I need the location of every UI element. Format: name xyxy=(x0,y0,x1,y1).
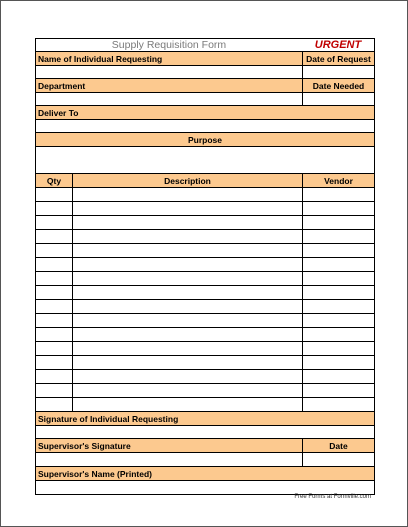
vendor-header: Vendor xyxy=(302,174,374,187)
date-of-request-label: Date of Request xyxy=(302,52,374,65)
name-header-row xyxy=(36,51,374,65)
department-header-row xyxy=(36,78,374,92)
qty-cell[interactable] xyxy=(36,342,72,355)
name-entry-row xyxy=(36,65,374,78)
form-title: Supply Requisition Form xyxy=(111,39,227,51)
vendor-cell[interactable] xyxy=(302,244,374,257)
supervisor-name-entry-row xyxy=(36,480,374,494)
description-cell[interactable] xyxy=(72,356,302,369)
vendor-cell[interactable] xyxy=(302,342,374,355)
name-requesting-label: Name of Individual Requesting xyxy=(36,52,302,65)
date-needed-label: Date Needed xyxy=(302,79,374,92)
qty-cell[interactable] xyxy=(36,244,72,257)
vendor-cell[interactable] xyxy=(302,370,374,383)
supervisor-signature-field[interactable] xyxy=(36,453,302,466)
vendor-cell[interactable] xyxy=(302,328,374,341)
vendor-cell[interactable] xyxy=(302,216,374,229)
vendor-cell[interactable] xyxy=(302,230,374,243)
table-row xyxy=(36,271,374,285)
qty-cell[interactable] xyxy=(36,300,72,313)
qty-cell[interactable] xyxy=(36,188,72,201)
description-cell[interactable] xyxy=(72,216,302,229)
description-cell[interactable] xyxy=(72,188,302,201)
qty-cell[interactable] xyxy=(36,314,72,327)
qty-cell[interactable] xyxy=(36,286,72,299)
table-row xyxy=(36,355,374,369)
vendor-cell[interactable] xyxy=(302,286,374,299)
date-label: Date xyxy=(302,439,374,452)
signature-label: Signature of Individual Requesting xyxy=(36,412,374,425)
qty-cell[interactable] xyxy=(36,356,72,369)
table-row xyxy=(36,299,374,313)
signature-field[interactable] xyxy=(36,426,374,438)
vendor-cell[interactable] xyxy=(302,202,374,215)
urgent-label: URGENT xyxy=(314,39,362,51)
vendor-cell[interactable] xyxy=(302,398,374,411)
table-row xyxy=(36,327,374,341)
purpose-header-row xyxy=(36,132,374,146)
item-rows xyxy=(36,187,374,411)
description-cell[interactable] xyxy=(72,342,302,355)
description-cell[interactable] xyxy=(72,230,302,243)
qty-header: Qty xyxy=(36,174,72,187)
department-label: Department xyxy=(36,79,302,92)
table-row xyxy=(36,397,374,411)
table-row xyxy=(36,257,374,271)
description-cell[interactable] xyxy=(72,314,302,327)
purpose-label: Purpose xyxy=(36,133,374,146)
vendor-cell[interactable] xyxy=(302,258,374,271)
qty-cell[interactable] xyxy=(36,384,72,397)
vendor-cell[interactable] xyxy=(302,188,374,201)
department-field[interactable] xyxy=(36,93,302,105)
qty-cell[interactable] xyxy=(36,216,72,229)
supervisor-name-field[interactable] xyxy=(36,481,374,494)
qty-cell[interactable] xyxy=(36,328,72,341)
qty-cell[interactable] xyxy=(36,230,72,243)
deliver-to-entry-row xyxy=(36,119,374,132)
vendor-cell[interactable] xyxy=(302,272,374,285)
table-row xyxy=(36,215,374,229)
supply-requisition-form xyxy=(35,38,375,495)
description-cell[interactable] xyxy=(72,398,302,411)
qty-cell[interactable] xyxy=(36,202,72,215)
qty-cell[interactable] xyxy=(36,370,72,383)
deliver-to-field[interactable] xyxy=(36,120,374,132)
deliver-to-label: Deliver To xyxy=(36,106,374,119)
description-cell[interactable] xyxy=(72,328,302,341)
table-row xyxy=(36,285,374,299)
description-cell[interactable] xyxy=(72,370,302,383)
department-entry-row xyxy=(36,92,374,105)
supervisor-signature-label: Supervisor's Signature xyxy=(36,439,302,452)
signature-entry-row xyxy=(36,425,374,438)
signature-header-row xyxy=(36,411,374,425)
description-cell[interactable] xyxy=(72,300,302,313)
qty-cell[interactable] xyxy=(36,398,72,411)
vendor-cell[interactable] xyxy=(302,384,374,397)
table-row xyxy=(36,243,374,257)
qty-cell[interactable] xyxy=(36,272,72,285)
supervisor-signature-entry-row xyxy=(36,452,374,466)
description-cell[interactable] xyxy=(72,202,302,215)
table-row xyxy=(36,229,374,243)
name-requesting-field[interactable] xyxy=(36,66,302,78)
vendor-cell[interactable] xyxy=(302,314,374,327)
supervisor-date-field[interactable] xyxy=(302,453,374,466)
description-cell[interactable] xyxy=(72,272,302,285)
description-header: Description xyxy=(72,174,302,187)
purpose-field[interactable] xyxy=(36,147,374,173)
vendor-cell[interactable] xyxy=(302,300,374,313)
table-row xyxy=(36,369,374,383)
deliver-to-header-row xyxy=(36,105,374,119)
table-row xyxy=(36,383,374,397)
items-header-row xyxy=(36,173,374,187)
date-of-request-field[interactable] xyxy=(302,66,374,78)
supervisor-name-header-row xyxy=(36,466,374,480)
table-row xyxy=(36,313,374,327)
table-row xyxy=(36,187,374,201)
vendor-cell[interactable] xyxy=(302,356,374,369)
footer-credit: Free Forms at Formville.com xyxy=(294,494,371,500)
qty-cell[interactable] xyxy=(36,258,72,271)
table-row xyxy=(36,341,374,355)
table-row xyxy=(36,201,374,215)
description-cell[interactable] xyxy=(72,384,302,397)
purpose-entry-row xyxy=(36,146,374,173)
description-cell[interactable] xyxy=(72,244,302,257)
supervisor-name-label: Supervisor's Name (Printed) xyxy=(36,467,374,480)
supervisor-signature-header-row xyxy=(36,438,374,452)
description-cell[interactable] xyxy=(72,258,302,271)
title-row xyxy=(36,38,374,51)
description-cell[interactable] xyxy=(72,286,302,299)
date-needed-field[interactable] xyxy=(302,93,374,105)
